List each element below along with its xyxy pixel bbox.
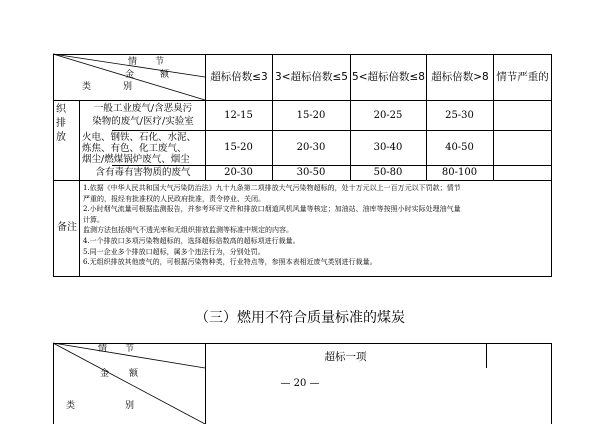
corner-label-leibie: 类别 (82, 82, 165, 92)
group-label: 织排放 (56, 104, 66, 143)
page-number: — 20 — (280, 378, 320, 389)
corner2-label-jine: 金额 (100, 369, 159, 379)
row-2-category: 火电、钢铁、石化、水泥、 炼焦、有色、化工废气、 烟尘/燃煤锅炉废气、烟尘 (82, 132, 197, 165)
header-level-2: 3<超标倍数≤5 (275, 71, 348, 83)
row-3-value-4: 80-100 (441, 167, 478, 178)
notes-text: 1.依据《中华人民共和国大气污染防治法》九十九条第二项排放大气污染物超标的，处十万元以上一百万元以下罚款；情节 严重的，报经有批准权的人民政府批准，责令停业、关闭。 2.小时烟气流量可根据监测报告，并参考环评文件和排放口烟道风机风量等核定；加油站、油库等按照小时实际处理油气量 计算。 监测方法包括烟气不透光率和无组织排放监测等标准中规定的内容。 4.一个排放口多项污染物超标的，选择超标倍数高的超标项进行裁量。 5.同一企业多个排放口超标，属多个违法行为，分别处罚。 6.无组织排放其他废气的，可根据污染物种类，行业特点等，参照本表相近废气类别进行裁量。 (83, 184, 461, 267)
row-2-value-4: 40-50 (445, 142, 474, 153)
row-2-value-2: 20-30 (296, 142, 326, 153)
row-3-value-2: 30-50 (296, 167, 326, 178)
corner2-label-qingjie: 情节 (98, 344, 153, 354)
row-3-value-1: 20-30 (224, 167, 253, 178)
row-3-category: 含有毒有害物质的废气 (95, 167, 191, 178)
header-exceed-one: 超标一项 (324, 351, 367, 363)
row-2-value-3: 30-40 (373, 142, 403, 153)
header-level-1: 超标倍数≤3 (210, 71, 268, 83)
coal-penalty-table (0, 330, 600, 424)
corner-label-jine: 金额 (125, 70, 196, 80)
row-1-category: 一般工业废气/含恶臭污 染物的废气/医疗/实验室 (92, 103, 194, 127)
notes-label: 备注 (57, 222, 77, 233)
row-2-value-1: 15-20 (224, 142, 253, 153)
section-title: （三）燃用不符合质量标准的煤炭 (195, 310, 405, 326)
row-1-value-1: 12-15 (224, 110, 253, 121)
header-serious: 情节严重的 (496, 71, 549, 83)
corner2-label-leibie: 类别 (66, 401, 185, 411)
header-level-3: 5<超标倍数≤8 (352, 71, 425, 83)
corner-label-qingjie: 情节 (128, 57, 183, 67)
row-3-value-3: 50-80 (373, 167, 403, 178)
row-1-value-3: 20-25 (373, 110, 403, 121)
row-1-value-4: 25-30 (445, 110, 474, 121)
row-1-value-2: 15-20 (296, 110, 326, 121)
header-level-4: 超标倍数>8 (431, 71, 489, 83)
